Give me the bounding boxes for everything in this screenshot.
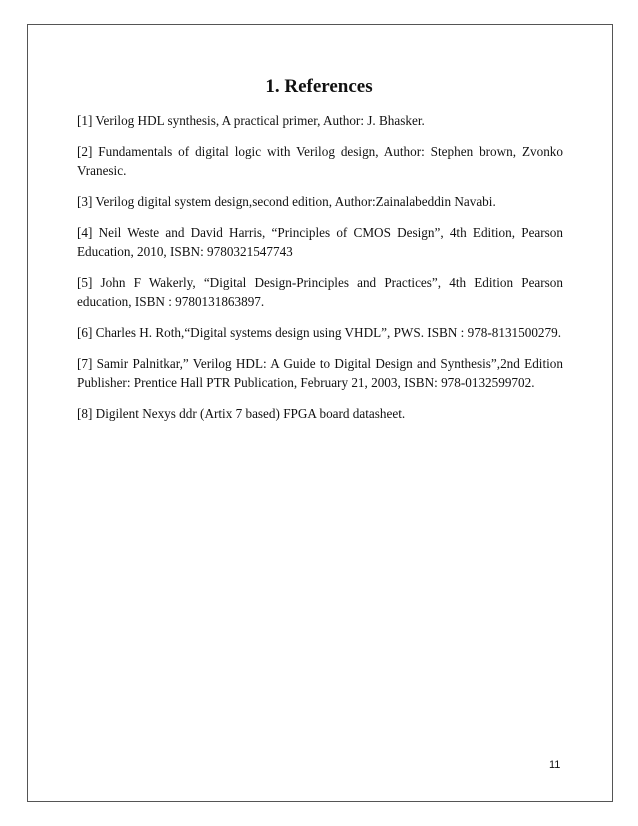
page-number: 11: [549, 759, 561, 771]
reference-item: [5] John F Wakerly, “Digital Design-Principles and Practices”, 4th Edition Pearson education, ISBN : 9780131863897.: [77, 275, 563, 309]
page-title: 1. References: [265, 76, 373, 97]
reference-item: [7] Samir Palnitkar,” Verilog HDL: A Guide to Digital Design and Synthesis”,2nd Edition Publisher: Prentice Hall PTR Publication, February 21, 2003, ISBN: 978-0132599702.: [77, 356, 563, 390]
reference-item: [2] Fundamentals of digital logic with Verilog design, Author: Stephen brown, Zvonko Vranesic.: [77, 144, 563, 178]
reference-item: [6] Charles H. Roth,“Digital systems design using VHDL”, PWS. ISBN : 978-8131500279.: [77, 325, 562, 340]
reference-item: [4] Neil Weste and David Harris, “Principles of CMOS Design”, 4th Edition, Pearson Education, 2010, ISBN: 9780321547743: [77, 225, 563, 259]
reference-item: [1] Verilog HDL synthesis, A practical primer, Author: J. Bhasker.: [77, 113, 425, 128]
reference-item: [3] Verilog digital system design,second edition, Author:Zainalabeddin Navabi.: [77, 194, 496, 209]
reference-item: [8] Digilent Nexys ddr (Artix 7 based) FPGA board datasheet.: [77, 406, 406, 421]
reference-list: [77, 111, 563, 435]
